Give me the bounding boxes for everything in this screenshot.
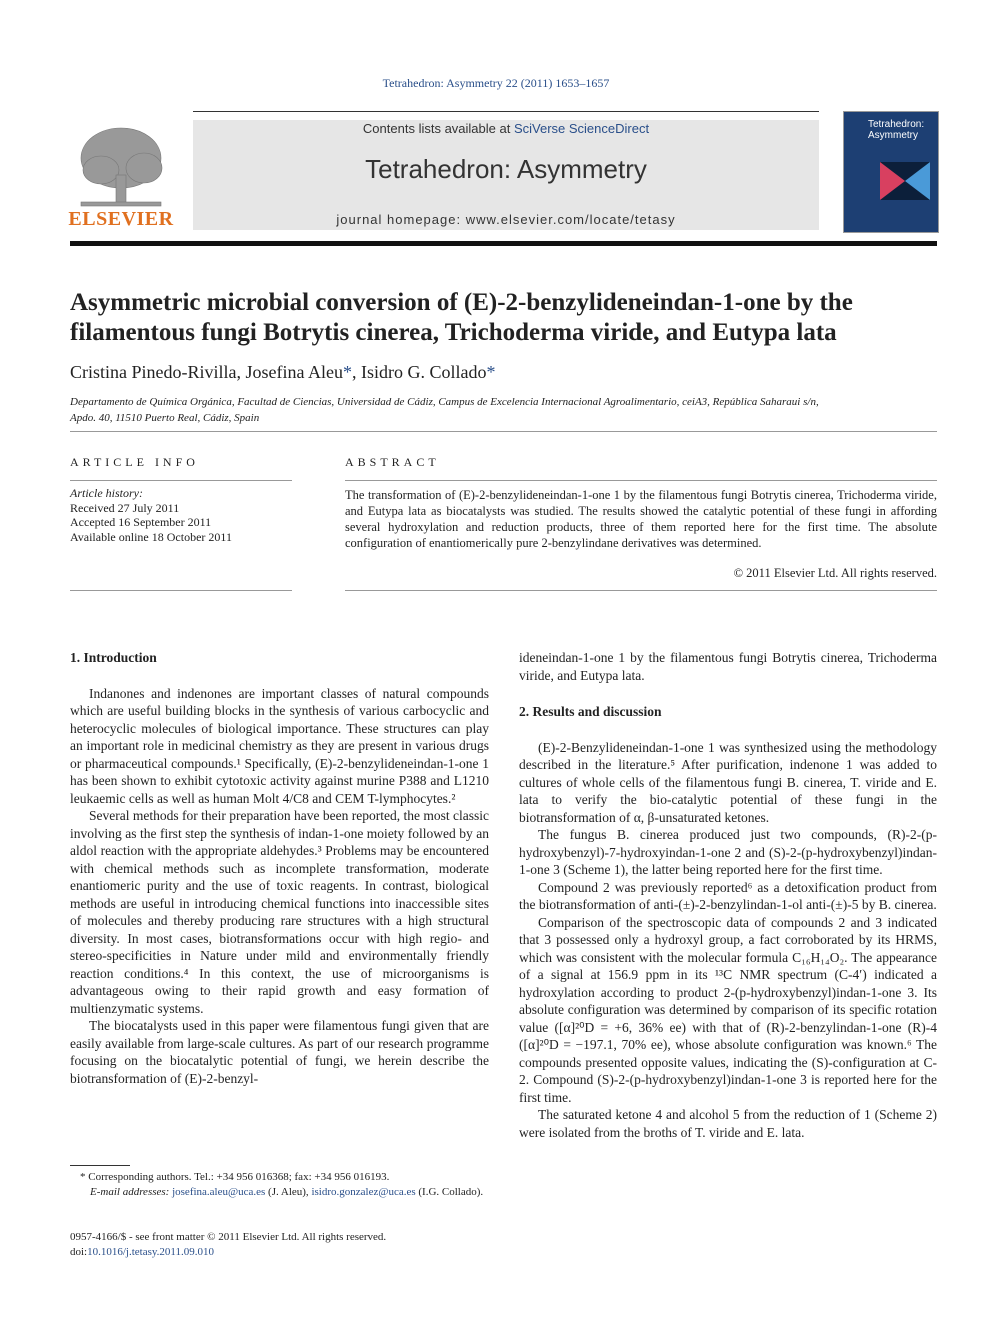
article-info-bottom-rule — [70, 590, 292, 591]
body-paragraph: Several methods for their preparation have been reported, the most classic involving as the first step the synthesis of indan-1-one moiety followed by an aldol reaction with the appropriate aldehydes.³ Problems may be encountered with chemical methods such as incomplete transformation, moderate enantiomeric purity and the use of toxic reagents. In contrast, biological methods are useful in introducing chemical functions into inaccessible sites of molecules and thereby producing rare structures with a high structural diversity. In most cases, biotransformations occur with high regio- and stereo-specificities in Nature under mild and environmentally friendly reaction conditions.⁴ In this context, the use of microorganisms is advantageous owing to their rapid growth and easy formation of multienzymatic systems. — [70, 808, 489, 1016]
front-matter — [70, 1230, 489, 1260]
article-title-line1: Asymmetric microbial conversion of (E)-2-benzylideneindan-1-one by the — [70, 289, 853, 316]
body-paragraph: The biocatalysts used in this paper were filamentous fungi given that are easily available from large-scale cultures. As part of our research programme focusing on the biocatalytic potential of fungi, we herein describe the biotransformation of (E)-2-benzyl- — [70, 1018, 489, 1086]
journal-homepage[interactable]: journal homepage: www.elsevier.com/locate/tetasy — [336, 212, 676, 227]
abstract-bottom-rule — [345, 590, 937, 591]
email-owner: (J. Aleu), — [265, 1186, 312, 1198]
contents-line — [193, 121, 819, 136]
copyright-notice: © 2011 Elsevier Ltd. All rights reserved. — [733, 566, 937, 580]
author-name: Isidro G. Collado — [360, 362, 487, 382]
sciencedirect-link[interactable]: SciVerse ScienceDirect — [513, 121, 650, 136]
body-paragraph: The fungus B. cinerea produced just two compounds, (R)-2-(p-hydroxybenzyl)-7-hydroxyindan-1-one 2 and (S)-2-(p-hydroxybenzyl)indan-1-one 3 (Scheme 1), the latter being reported here for the first time. — [519, 827, 937, 877]
article-title — [70, 288, 950, 348]
doi-line — [70, 1245, 489, 1260]
author-name: Josefina Aleu — [245, 362, 343, 382]
section-heading-results: 2. Results and discussion — [519, 704, 662, 719]
header-top-rule — [193, 111, 819, 112]
body-paragraph: The saturated ketone 4 and alcohol 5 from the reduction of 1 (Scheme 2) were isolated from the broths of T. viride and E. lata. — [519, 1107, 937, 1140]
accepted-date: Accepted 16 September 2011 — [70, 515, 212, 529]
abstract-heading: ABSTRACT — [345, 455, 440, 469]
received-date: Received 27 July 2011 — [70, 500, 180, 515]
footnotes — [70, 1170, 489, 1200]
email-label: E-mail addresses: — [90, 1186, 173, 1198]
cover-graphic — [880, 162, 930, 200]
right-column — [519, 649, 937, 1141]
email-owner: (I.G. Collado). — [415, 1186, 484, 1198]
issn-line: 0957-4166/$ - see front matter © 2011 Elsevier Ltd. All rights reserved. — [70, 1231, 387, 1243]
history-label: Article history: — [70, 486, 143, 500]
doi-label: doi: — [70, 1246, 88, 1258]
corresponding-author-note: * Corresponding authors. Tel.: +34 956 016368; fax: +34 956 016193. — [80, 1171, 390, 1183]
body-paragraph-continued: ideneindan-1-one 1 by the filamentous fungi Botrytis cinerea, Trichoderma viride, and Eutypa lata. — [519, 650, 937, 683]
article-info-heading: ARTICLE INFO — [70, 455, 199, 469]
author-list: Cristina Pinedo-Rivilla, Josefina Aleu*, Isidro G. Collado* — [70, 362, 496, 382]
left-column — [70, 649, 489, 1087]
article-info-rule — [70, 480, 292, 481]
doi-link[interactable]: 10.1016/j.tetasy.2011.09.010 — [87, 1246, 215, 1258]
header-bottom-rule — [70, 241, 937, 246]
body-paragraph: Compound 2 was previously reported⁶ as a detoxification product from the biotransformation of anti-(±)-2-benzylindan-1-ol anti-(±)-5 by B. cinerea. — [519, 879, 937, 912]
contents-prefix: Contents lists available at — [362, 121, 514, 136]
article-title-line2: filamentous fungi Botrytis cinerea, Trichoderma viride, and Eutypa lata — [70, 319, 837, 346]
email-link[interactable]: isidro.gonzalez@uca.es — [311, 1186, 416, 1198]
affiliation-line1: Departamento de Química Orgánica, Facultad de Ciencias, Universidad de Cádiz, Campus de Excelencia Internacional Agroalimentario, ceiA3, República Saharaui s/n, — [70, 396, 819, 408]
journal-citation[interactable]: Tetrahedron: Asymmetry 22 (2011) 1653–1657 — [382, 76, 610, 90]
body-paragraph: (E)-2-Benzylideneindan-1-one 1 was synthesized using the methodology described in the literature.⁵ After purification, indenone 1 was added to cultures of whole cells of the filamentous fungi B. cinerea, T. viride and E. lata to verify the bio-catalytic potential of these fungi in the biotransformation of α, β-unsaturated ketones. — [519, 739, 937, 825]
article-history — [70, 486, 292, 544]
corresponding-mark[interactable]: * — [342, 362, 352, 382]
affiliation — [70, 394, 950, 426]
author-name: Cristina Pinedo-Rivilla, — [70, 362, 241, 382]
abstract-text: The transformation of (E)-2-benzylideneindan-1-one 1 by the filamentous fungi Botrytis cinerea, Trichoderma viride, and Eutypa lata as biocatalysts was studied. The results showed the catalytic potential of these fungi in affording several hydroxylation and reduction products, three of them reported here for the first time. The absolute configuration of enantiomerically pure 2-benzylindane derivatives was determined. — [345, 488, 937, 550]
online-date: Available online 18 October 2011 — [70, 529, 232, 544]
section-heading-introduction: 1. Introduction — [70, 650, 157, 665]
email-link[interactable]: josefina.aleu@uca.es — [172, 1186, 266, 1198]
elsevier-wordmark: ELSEVIER — [68, 208, 174, 230]
body-paragraph: Comparison of the spectroscopic data of compounds 2 and 3 indicated that 3 possessed only a hydroxyl group, a fact corroborated by its HRMS, which was consistent with the molecular formula C₁₆H₁₄O₂. The appearance of a signal at 156.9 ppm in its ¹³C NMR spectrum (C-4′) indicated a hydroxylation according to product 2-(p-hydroxybenzyl)indan-1-one 3. Its absolute configuration was determined by comparison of its specific rotation value ([α]²⁰D = +6, 36% ee) with that of (R)-2-benzylindan-1-one (R)-4 ([α]²⁰D = −197.1, 70% ee), whose absolute configuration was known.⁶ The compounds presented opposite values, indicating the (S)-configuration at C-2. Compound (S)-2-(p-hydroxybenzyl)indan-1-one 3 is reported here for the first time. — [519, 914, 937, 1105]
email-note — [70, 1185, 489, 1200]
body-paragraph: Indanones and indenones are important classes of natural compounds which are useful building blocks in the synthesis of various carbocyclic and heterocyclic molecules of biological importance. These structures can play an important role in medicinal chemistry as they are present in various drugs or pharmaceutical compounds.¹ Specifically, (E)-2-benzylideneindan-1-one 1 has been shown to exhibit cytotoxic activity against murine P388 and L1210 leukaemic cells as well as human Molt 4/C8 and CEM T-lymphocytes.² — [70, 685, 489, 806]
affiliation-line2: Apdo. 40, 11510 Puerto Real, Cádiz, Spain — [70, 412, 260, 424]
cover-title: Tetrahedron: Asymmetry — [868, 119, 925, 141]
journal-title: Tetrahedron: Asymmetry — [365, 154, 647, 184]
footnote-rule — [70, 1165, 130, 1166]
journal-cover-image — [843, 111, 939, 233]
abstract-rule — [345, 480, 937, 481]
title-bottom-rule — [70, 431, 937, 432]
corresponding-mark[interactable]: * — [486, 362, 496, 382]
